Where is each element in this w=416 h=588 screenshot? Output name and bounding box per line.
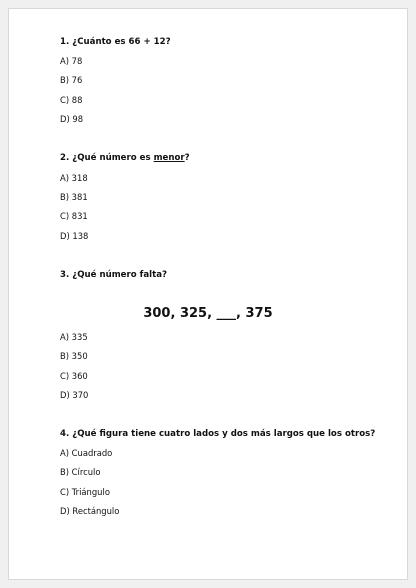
question-2-title [60, 153, 190, 163]
question-4-title [60, 429, 375, 439]
question-3-option-c[interactable]: C) 360 [60, 371, 88, 381]
question-3-text: ¿Qué número falta? [72, 270, 168, 280]
number-sequence: 300, 325, ___, 375 [143, 306, 273, 321]
question-4-option-a[interactable]: A) Cuadrado [60, 448, 113, 458]
question-2-emphasis: menor [153, 153, 185, 163]
question-4-option-c[interactable]: C) Triángulo [60, 487, 110, 497]
question-2-option-b[interactable]: B) 381 [60, 192, 88, 202]
question-1-option-d[interactable]: D) 98 [60, 114, 84, 124]
question-4-number: 4. [60, 429, 70, 439]
question-2-option-a[interactable]: A) 318 [60, 173, 88, 183]
question-1-option-c[interactable]: C) 88 [60, 95, 83, 105]
question-3-number: 3. [60, 270, 70, 280]
question-3-option-b[interactable]: B) 350 [60, 351, 88, 361]
question-4-option-b[interactable]: B) Círculo [60, 467, 101, 477]
question-1-option-a[interactable]: A) 78 [60, 56, 83, 66]
question-2-text-before: ¿Qué número es [72, 153, 154, 163]
question-2-option-c[interactable]: C) 831 [60, 211, 88, 221]
question-4-option-d[interactable]: D) Rectángulo [60, 506, 120, 516]
question-1-text: ¿Cuánto es 66 + 12? [72, 37, 171, 47]
question-2-text-after: ? [184, 153, 190, 163]
question-1-option-b[interactable]: B) 76 [60, 75, 83, 85]
question-1-number: 1. [60, 37, 70, 47]
question-3-title [60, 270, 167, 280]
question-3-option-a[interactable]: A) 335 [60, 332, 88, 342]
question-2-number: 2. [60, 153, 70, 163]
question-4-text: ¿Qué figura tiene cuatro lados y dos más largos que los otros? [72, 429, 376, 439]
worksheet-page [8, 8, 408, 580]
question-3-option-d[interactable]: D) 370 [60, 390, 89, 400]
question-1-title [60, 37, 171, 47]
question-2-option-d[interactable]: D) 138 [60, 231, 89, 241]
